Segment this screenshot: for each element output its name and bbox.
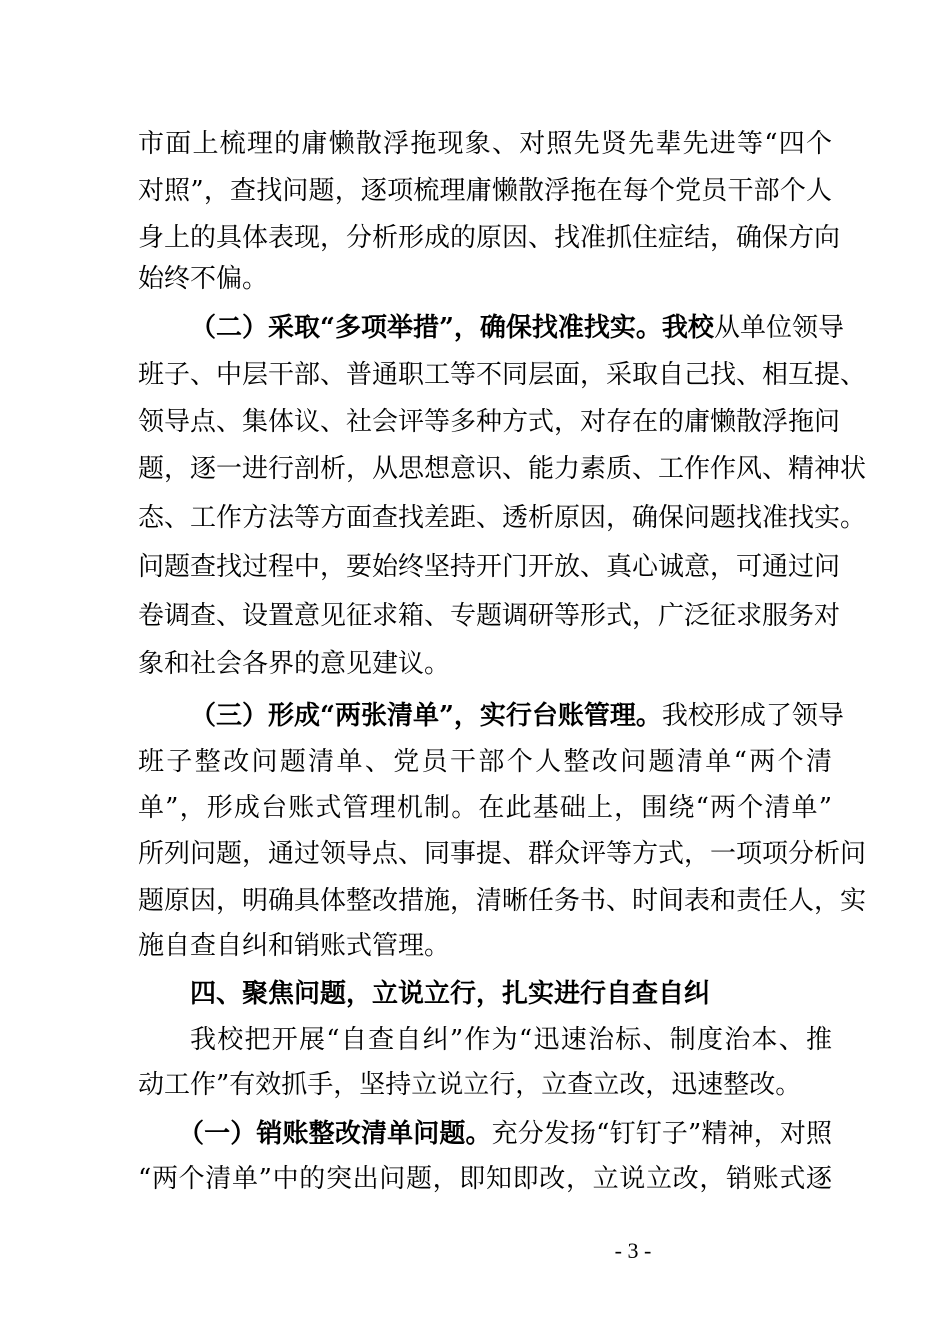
body-line: “两个清单”中的突出问题，即知即改，立说立改，销账式逐 <box>138 1164 832 1194</box>
body-text: 从单位领导 <box>713 313 844 343</box>
body-line: 市面上梳理的庸懒散浮拖现象、对照先贤先辈先进等“四个 <box>138 129 832 159</box>
body-line: 我校把开展“自查自纠”作为“迅速治标、制度治本、推 <box>190 1025 832 1055</box>
body-line: 施自查自纠和销账式管理。 <box>138 931 451 961</box>
section-heading: 四、聚焦问题，立说立行，扎实进行自查自纠 <box>190 979 711 1009</box>
body-line: 题原因，明确具体整改措施，清晰任务书、时间表和责任人，实 <box>138 886 867 916</box>
body-line: 动工作”有效抓手，坚持立说立行，立查立改，迅速整改。 <box>138 1070 802 1100</box>
page-number: - 3 - <box>614 1238 652 1263</box>
subsection-first-line <box>190 692 844 740</box>
subsection-lead-tail: 我校 <box>661 313 714 343</box>
body-line: 题，逐一进行剖析，从思想意识、能力素质、工作作风、精神状 <box>138 454 867 484</box>
subsection-lead: （三）形成“两张清单”，实行台账管理。 <box>190 701 662 731</box>
body-line: 象和社会各界的意见建议。 <box>138 649 451 679</box>
body-line: 问题查找过程中，要始终坚持开门开放、真心诚意，可通过问 <box>138 552 841 582</box>
body-line: 班子、中层干部、普通职工等不同层面，采取自己找、相互提、 <box>138 360 867 390</box>
body-line: 单”，形成台账式管理机制。在此基础上，围绕“两个清单” <box>138 793 832 823</box>
body-line: 态、工作方法等方面查找差距、透析原因，确保问题找准找实。 <box>138 503 867 533</box>
subsection-first-line <box>178 1110 832 1158</box>
subsection-lead: （二）采取“多项举措”，确保找准找实。 <box>190 313 662 343</box>
body-line: 卷调查、设置意见征求箱、专题调研等形式，广泛征求服务对 <box>138 601 841 631</box>
subsection-lead: （一）销账整改清单问题。 <box>178 1119 492 1149</box>
body-line: 始终不偏。 <box>138 264 269 294</box>
body-line: 领导点、集体议、社会评等多种方式，对存在的庸懒散浮拖问 <box>138 407 841 437</box>
body-line: 身上的具体表现，分析形成的原因、找准抓住症结，确保方向 <box>138 223 841 253</box>
body-line: 对照”，查找问题，逐项梳理庸懒散浮拖在每个党员干部个人 <box>138 176 832 206</box>
subsection-first-line <box>190 304 844 352</box>
body-line: 班子整改问题清单、党员干部个人整改问题清单“两个清 <box>138 747 832 777</box>
body-text: 我校形成了领导 <box>661 701 844 731</box>
body-text: 充分发扬“钉钉子”精神，对照 <box>491 1119 832 1149</box>
body-line: 所列问题，通过领导点、同事提、群众评等方式，一项项分析问 <box>138 839 867 869</box>
